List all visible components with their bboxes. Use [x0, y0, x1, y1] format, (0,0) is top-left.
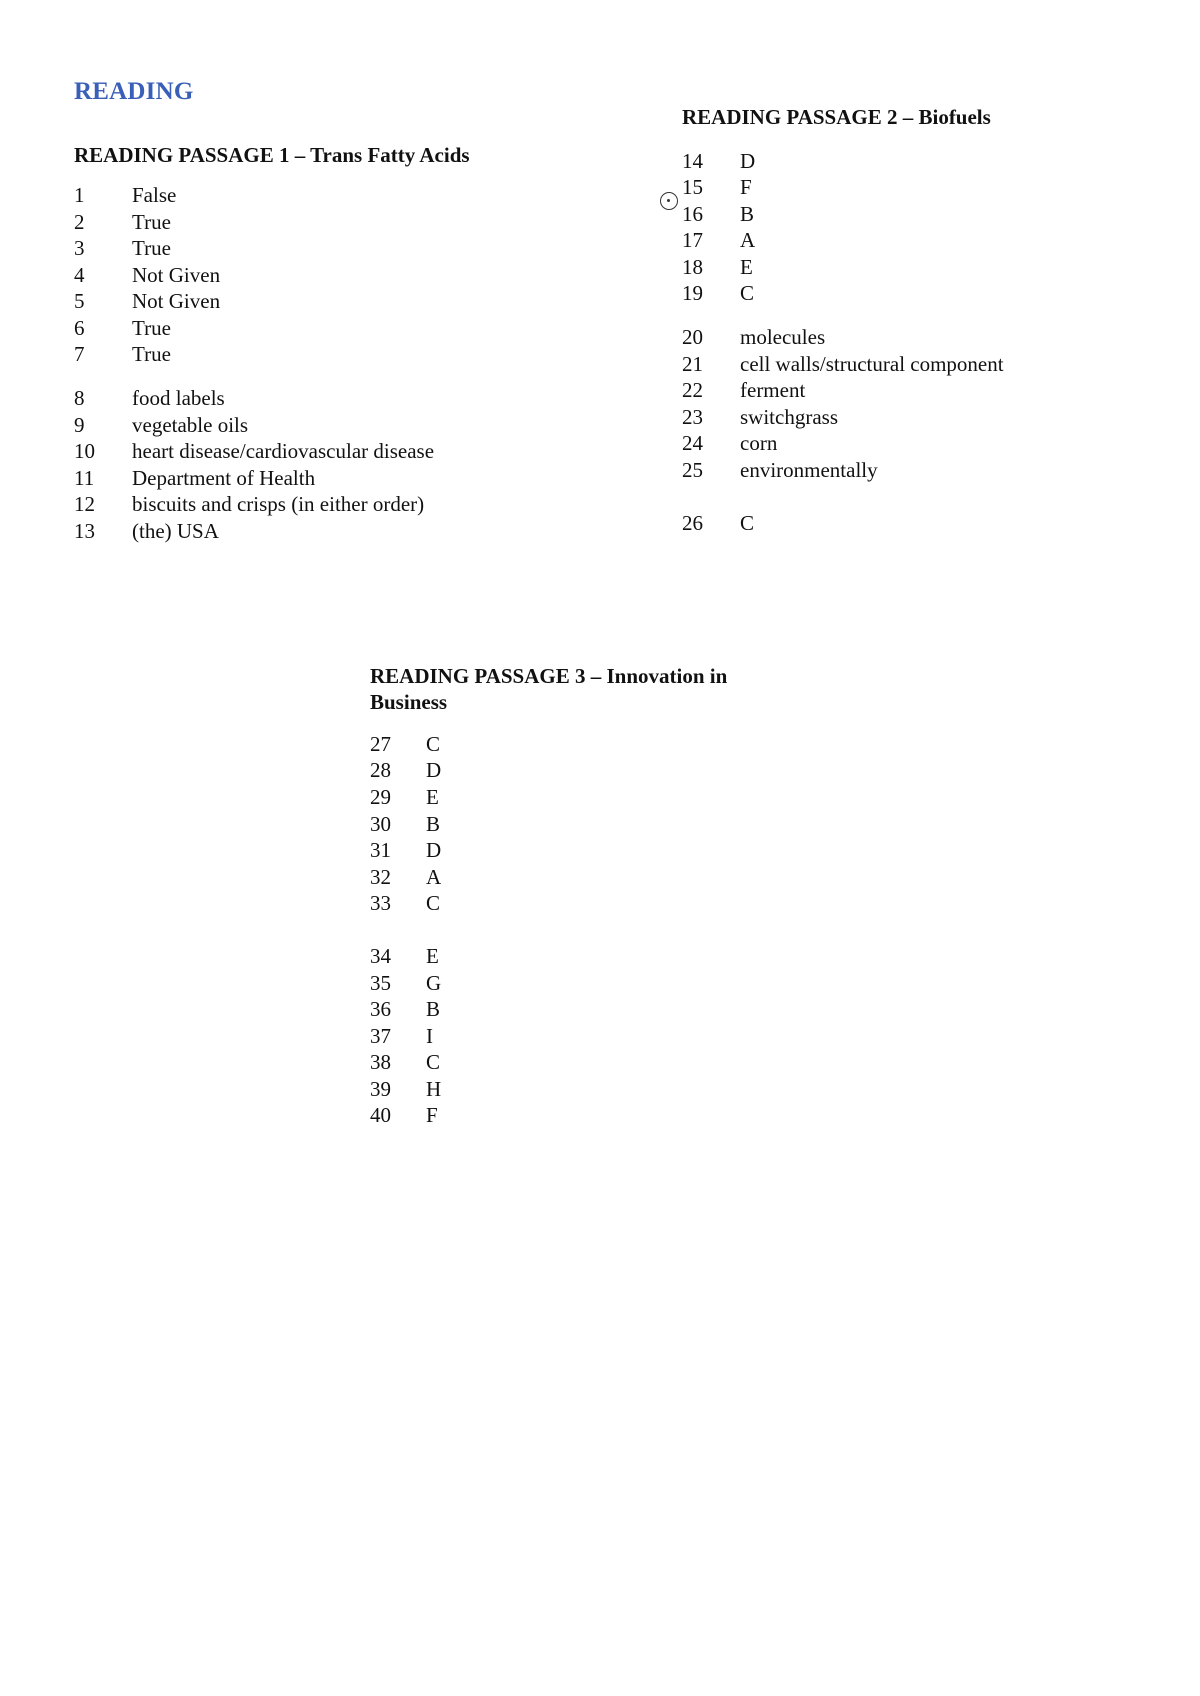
answer-text: G	[426, 971, 442, 995]
answer-text: F	[740, 175, 752, 199]
answer-text: Department of Health	[132, 466, 316, 490]
answer-text: switchgrass	[740, 405, 838, 429]
question-number: 35	[370, 971, 391, 995]
question-number: 12	[74, 492, 95, 516]
answer-text: D	[740, 149, 756, 173]
answer-text: food labels	[132, 386, 225, 410]
answer-text: Not Given	[132, 263, 221, 287]
answer-text: D	[426, 758, 442, 782]
answer-text: C	[740, 511, 755, 535]
answer-text: C	[740, 281, 755, 305]
question-number: 40	[370, 1103, 391, 1127]
answer-text: molecules	[740, 325, 826, 349]
question-number: 39	[370, 1077, 391, 1101]
answer-text: True	[132, 210, 171, 234]
answer-text: B	[740, 202, 755, 226]
answer-text: True	[132, 316, 171, 340]
answer-text: A	[426, 865, 442, 889]
question-number: 14	[682, 149, 703, 173]
answer-text: vegetable oils	[132, 413, 249, 437]
answer-text: A	[740, 228, 756, 252]
answer-text: cell walls/structural component	[740, 352, 1004, 376]
question-number: 24	[682, 431, 703, 455]
question-number: 5	[74, 289, 85, 313]
answer-text: D	[426, 838, 442, 862]
question-number: 11	[74, 466, 95, 490]
answer-text: True	[132, 342, 171, 366]
passage-1-title: READING PASSAGE 1 – Trans Fatty Acids	[74, 143, 470, 167]
passage-3-title-line-2: Business	[370, 690, 448, 714]
answer-text: E	[426, 785, 439, 809]
answer-text: ferment	[740, 378, 806, 402]
question-number: 38	[370, 1050, 391, 1074]
passage-3-title	[370, 663, 830, 715]
question-number: 26	[682, 511, 703, 535]
question-number: 3	[74, 236, 85, 260]
passage-2-title: READING PASSAGE 2 – Biofuels	[682, 105, 991, 129]
answer-text: C	[426, 732, 441, 756]
answer-text: heart disease/cardiovascular disease	[132, 439, 435, 463]
passage-3-title-line-1: READING PASSAGE 3 – Innovation in	[370, 664, 728, 688]
question-number: 20	[682, 325, 703, 349]
passage-2-section	[682, 104, 1162, 535]
answer-text: B	[426, 997, 441, 1021]
question-number: 34	[370, 944, 391, 968]
question-number: 7	[74, 342, 85, 366]
passage-3-section	[370, 663, 830, 1127]
question-number: 4	[74, 263, 85, 287]
question-number: 31	[370, 838, 391, 862]
question-number: 9	[74, 413, 85, 437]
answer-text: Not Given	[132, 289, 221, 313]
answer-text: biscuits and crisps (in either order)	[132, 492, 425, 516]
question-number: 28	[370, 758, 391, 782]
answer-text: E	[740, 255, 753, 279]
question-number: 29	[370, 785, 391, 809]
question-number: 15	[682, 175, 703, 199]
question-number: 37	[370, 1024, 391, 1048]
question-number: 2	[74, 210, 85, 234]
answer-text: C	[426, 891, 441, 915]
question-number: 13	[74, 519, 95, 543]
answer-text: corn	[740, 431, 778, 455]
answer-text: F	[426, 1103, 438, 1127]
question-number: 1	[74, 183, 85, 207]
passage-1-section	[74, 142, 594, 543]
question-number: 36	[370, 997, 391, 1021]
answer-text: (the) USA	[132, 519, 219, 543]
question-number: 25	[682, 458, 703, 482]
question-number: 33	[370, 891, 391, 915]
reading-heading: READING	[74, 78, 194, 105]
answer-text: True	[132, 236, 171, 260]
question-number: 22	[682, 378, 703, 402]
question-number: 30	[370, 812, 391, 836]
question-number: 18	[682, 255, 703, 279]
cursor-target-icon	[660, 192, 678, 210]
answer-text: environmentally	[740, 458, 878, 482]
question-number: 32	[370, 865, 391, 889]
question-number: 19	[682, 281, 703, 305]
answer-text: I	[426, 1024, 433, 1048]
question-number: 10	[74, 439, 95, 463]
question-number: 6	[74, 316, 85, 340]
answer-text: C	[426, 1050, 441, 1074]
question-number: 27	[370, 732, 391, 756]
answer-text: B	[426, 812, 441, 836]
question-number: 8	[74, 386, 85, 410]
answer-text: False	[132, 183, 177, 207]
question-number: 16	[682, 202, 703, 226]
question-number: 23	[682, 405, 703, 429]
answer-text: E	[426, 944, 439, 968]
question-number: 21	[682, 352, 703, 376]
answer-text: H	[426, 1077, 442, 1101]
question-number: 17	[682, 228, 703, 252]
